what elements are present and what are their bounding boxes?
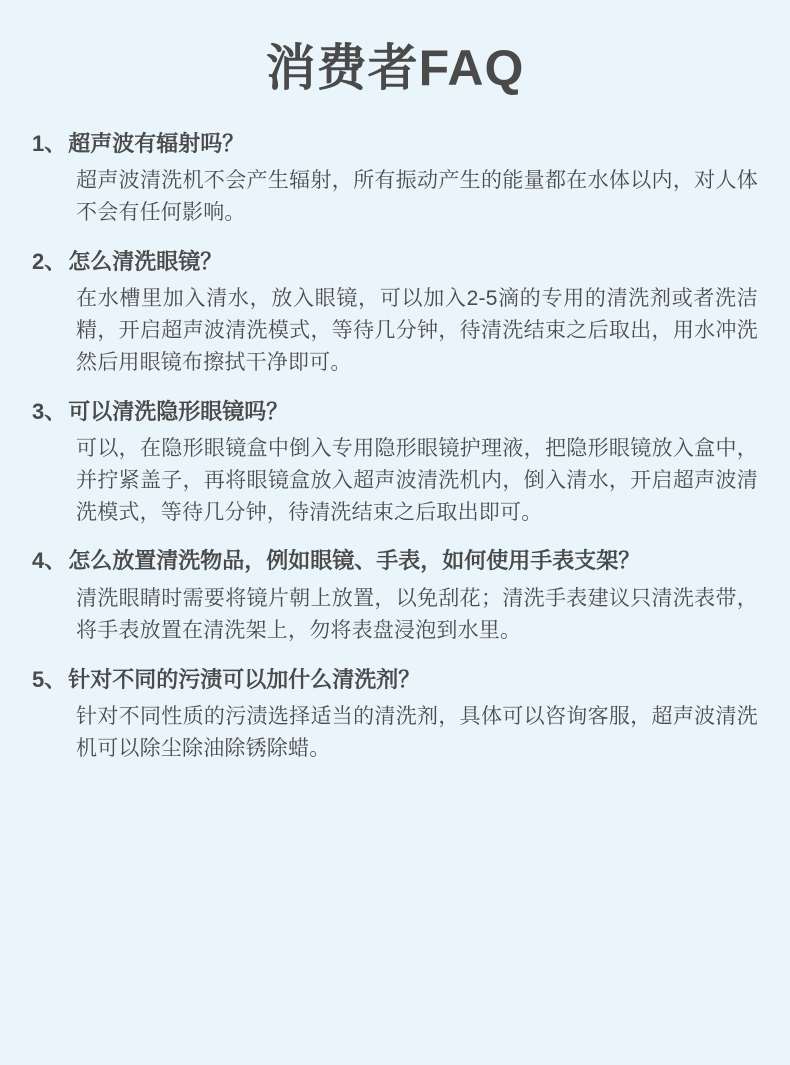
faq-question [32, 246, 758, 277]
faq-question-text: 超声波有辐射吗？ [68, 130, 245, 156]
faq-answer: 针对不同性质的污渍选择适当的清洗剂，具体可以咨询客服，超声波清洗机可以除尘除油除锈除蜡。 [76, 704, 758, 760]
faq-question [32, 396, 758, 427]
faq-question-text: 可以清洗隐形眼镜吗？ [68, 398, 289, 424]
faq-question [32, 664, 758, 695]
faq-item [32, 664, 758, 765]
faq-answer: 可以，在隐形眼镜盒中倒入专用隐形眼镜护理液，把隐形眼镜放入盒中，并拧紧盖子，再将眼镜盒放入超声波清洗机内，倒入清水，开启超声波清洗模式，等待几分钟，待清洗结束之后取出即可。 [76, 436, 758, 524]
faq-list [26, 128, 764, 765]
faq-number: 5、 [32, 666, 67, 692]
faq-number: 2、 [32, 248, 67, 274]
faq-question [32, 545, 758, 576]
faq-number: 1、 [32, 130, 67, 156]
faq-question-text: 怎么放置清洗物品，例如眼镜、手表，如何使用手表支架？ [68, 548, 641, 574]
faq-answer: 在水槽里加入清水，放入眼镜，可以加入2-5滴的专用的清洗剂或者洗洁精，开启超声波清洗模式，等待几分钟，待清洗结束之后取出，用水冲洗然后用眼镜布擦拭干净即可。 [76, 286, 758, 374]
faq-question-text: 怎么清洗眼镜？ [68, 248, 223, 274]
faq-question-text: 针对不同的污渍可以加什么清洗剂？ [68, 666, 421, 692]
faq-answer: 清洗眼睛时需要将镜片朝上放置，以免刮花；清洗手表建议只清洗表带，将手表放置在清洗架上，勿将表盘浸泡到水里。 [76, 586, 758, 642]
faq-number: 4、 [32, 548, 67, 574]
faq-item [32, 545, 758, 646]
faq-item [32, 128, 758, 229]
page-title: 消费者FAQ [265, 40, 525, 96]
faq-question [32, 128, 758, 159]
faq-number: 3、 [32, 398, 67, 424]
faq-item [32, 246, 758, 379]
faq-answer: 超声波清洗机不会产生辐射，所有振动产生的能量都在水体以内，对人体不会有任何影响。 [76, 168, 758, 224]
faq-item [32, 396, 758, 529]
